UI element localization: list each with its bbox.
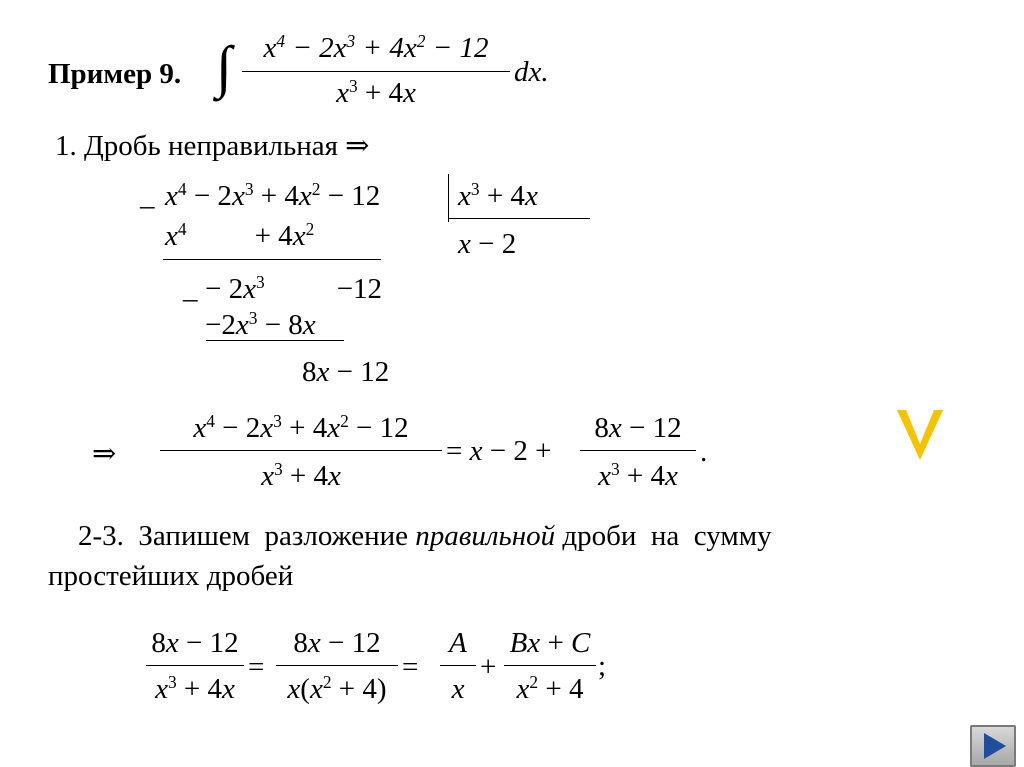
fraction-bar: [242, 71, 510, 72]
decomp-fraction-2: [276, 625, 398, 709]
division-remainder-2: 8x − 12: [302, 356, 390, 388]
fraction-bar: [580, 450, 696, 451]
division-divisor: $x^3 + 4x$: [458, 179, 538, 212]
result-rhs-denominator: $x^3 + 4x$: [598, 459, 678, 492]
result-rhs-numerator: 8x − 12: [594, 412, 682, 444]
division-line-2: [206, 340, 344, 341]
division-vertical-line: [448, 174, 449, 222]
decomp-f1-numerator: 8x − 12: [151, 627, 239, 659]
decomp-semicolon: ;: [598, 650, 607, 682]
decomp-equals-2: =: [402, 651, 419, 683]
step23-line1: 2-3. Запишем разложение правильной дроби на сумму: [78, 520, 772, 552]
example-denominator: $x^3 + 4x$: [336, 76, 416, 109]
example-suffix: dx.: [514, 56, 549, 88]
step23-line2: простейших дробей: [48, 560, 294, 592]
result-period: .: [700, 436, 708, 468]
division-divisor-line: [448, 218, 590, 219]
division-line-1: [163, 259, 381, 260]
step1-text: 1. Дробь неправильная ⇒: [55, 130, 370, 162]
division-quotient: x − 2: [458, 228, 517, 260]
fraction-bar: [160, 450, 442, 451]
result-lhs-numerator: $x^4 - 2x^3 + 4x^2 - 12$: [193, 411, 409, 444]
example-label: Пример 9.: [48, 58, 182, 90]
implies-symbol: ⇒: [92, 438, 117, 470]
result-lhs-fraction: [160, 410, 442, 494]
division-minus-1: _: [140, 180, 155, 212]
fraction-bar: [504, 665, 596, 666]
decomp-fraction-3: [440, 625, 476, 709]
division-sub-2: $-2x^3 - 8x$: [205, 308, 316, 341]
division-minus-2: _: [183, 273, 198, 305]
example-numerator: $x^4 - 2x^3 + 4x^2 - 12$: [263, 31, 489, 64]
decomp-f4-numerator: Bx + C: [509, 627, 591, 659]
division-sub-1: $x^4 + 4x^2$: [165, 219, 315, 252]
decomp-f4-denominator: $x^2 + 4$: [516, 672, 584, 705]
example-fraction: [242, 30, 510, 110]
division-remainder-1: − $2x^3 -12$: [205, 272, 383, 305]
decomp-f2-denominator: $x(x^2 + 4)$: [287, 672, 387, 705]
decomp-f3-numerator: A: [449, 627, 467, 659]
decomp-f1-denominator: $x^3 + 4x$: [155, 672, 235, 705]
integral-sign: ∫: [216, 34, 232, 99]
division-dividend: $x^4 - 2x^3 + 4x^2 - 12$: [165, 179, 381, 212]
next-slide-button[interactable]: [970, 725, 1016, 767]
decomp-f2-numerator: 8x − 12: [293, 627, 381, 659]
check-mark-icon: [893, 406, 947, 464]
decomp-equals-1: =: [248, 651, 265, 683]
result-middle: = x − 2 +: [446, 435, 552, 467]
decomp-fraction-1: [146, 625, 244, 709]
decomp-fraction-4: [504, 625, 596, 709]
result-rhs-fraction: [580, 410, 696, 494]
fraction-bar: [146, 665, 244, 666]
fraction-bar: [276, 665, 398, 666]
decomp-plus: +: [480, 651, 497, 683]
fraction-bar: [440, 665, 476, 666]
result-lhs-denominator: $x^3 + 4x$: [261, 459, 341, 492]
decomp-f3-denominator: x: [451, 673, 465, 705]
play-triangle-icon: [972, 727, 1014, 765]
